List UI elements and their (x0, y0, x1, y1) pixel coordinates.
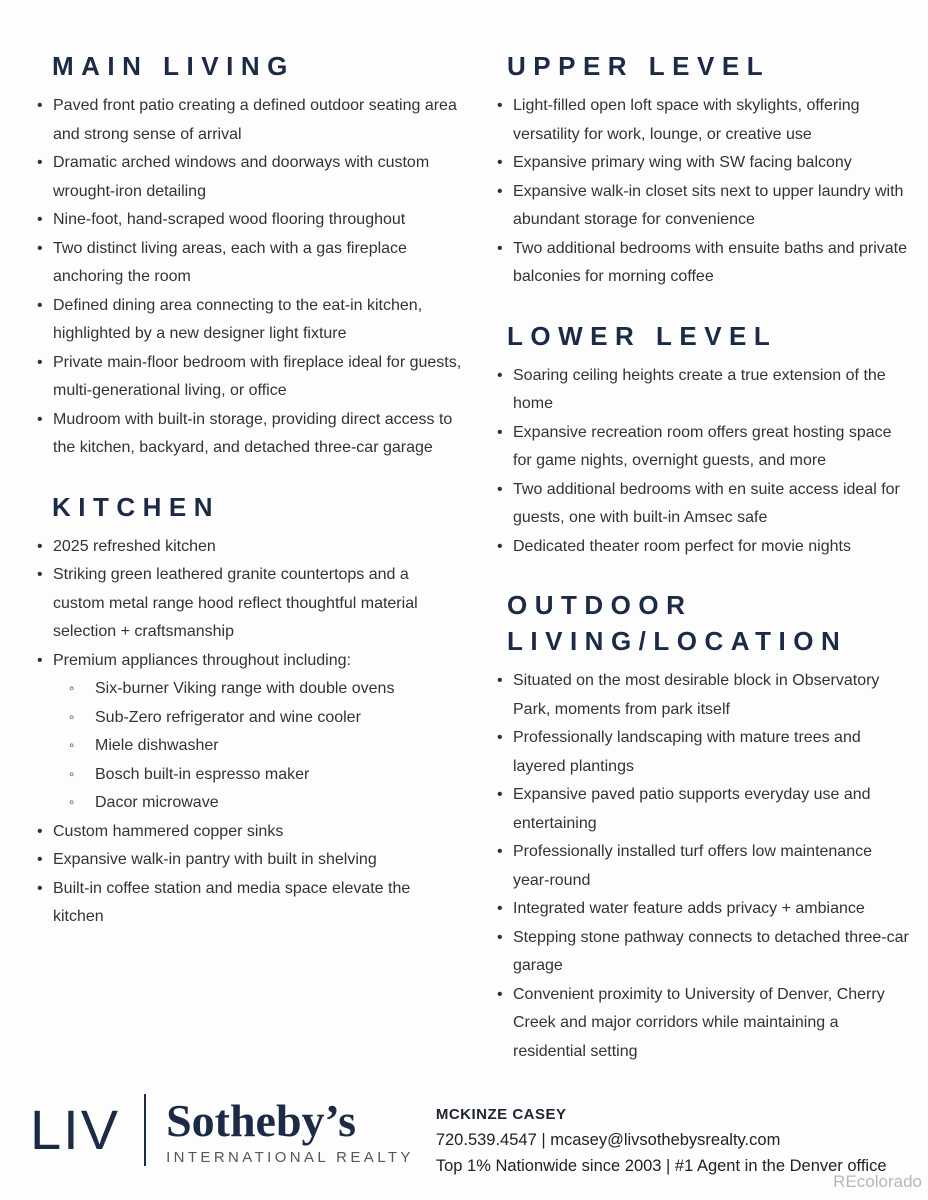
sothebys-brand-text: Sotheby’s (166, 1094, 357, 1146)
list-item: • Premium appliances throughout including: (35, 647, 463, 676)
list-item: • Professionally landscaping with mature trees and layered plantings (495, 724, 910, 781)
sub-list-item: ◦ Miele dishwasher (67, 732, 463, 761)
upper-level-list (495, 92, 910, 292)
liv-sothebys-logo (30, 1093, 414, 1167)
list-item: • Private main-floor bedroom with fireplace ideal for guests, multi-generational living, or office (35, 349, 463, 406)
section-title-outdoor-living-location: OUTDOOR LIVING/LOCATION (507, 590, 848, 656)
agent-tagline: Top 1% Nationwide since 2003 | #1 Agent in the Denver office (435, 1157, 887, 1175)
right-column (495, 48, 910, 1066)
section-title-upper-level: UPPER LEVEL (507, 51, 771, 81)
list-item: • Defined dining area connecting to the eat-in kitchen, highlighted by a new designer light fixture (35, 292, 463, 349)
list-item: • Convenient proximity to University of Denver, Cherry Creek and major corridors while maintaining a residential setting (495, 981, 910, 1067)
logo-divider (144, 1094, 146, 1166)
list-item: • Expansive paved patio supports everyday use and entertaining (495, 781, 910, 838)
list-item: • Paved front patio creating a defined outdoor seating area and strong sense of arrival (35, 92, 463, 149)
list-item: • Expansive recreation room offers great hosting space for game nights, overnight guests, and more (495, 419, 910, 476)
list-item: • Dramatic arched windows and doorways with custom wrought-iron detailing (35, 149, 463, 206)
agent-contact: 720.539.4547 | mcasey@livsothebysrealty.com (435, 1131, 781, 1149)
lower-level-list (495, 362, 910, 562)
section-outdoor-living-location (495, 587, 910, 1066)
list-item: • Dedicated theater room perfect for movie nights (495, 533, 910, 562)
list-item: • Professionally installed turf offers low maintenance year-round (495, 838, 910, 895)
sub-list-item: ◦ Bosch built-in espresso maker (67, 761, 463, 790)
list-item: • Soaring ceiling heights create a true extension of the home (495, 362, 910, 419)
list-item: • Two additional bedrooms with ensuite baths and private balconies for morning coffee (495, 235, 910, 292)
main-living-list (35, 92, 463, 463)
section-lower-level (495, 318, 910, 562)
sothebys-brand-block (166, 1095, 414, 1166)
list-item: • Stepping stone pathway connects to detached three-car garage (495, 924, 910, 981)
sub-list-item: ◦ Sub-Zero refrigerator and wine cooler (67, 704, 463, 733)
outdoor-living-location-list (495, 667, 910, 1066)
section-title-lower-level: LOWER LEVEL (507, 320, 778, 351)
list-item: • Expansive walk-in pantry with built in shelving (35, 846, 463, 875)
list-item: • Two additional bedrooms with en suite access ideal for guests, one with built-in Amsec safe (495, 476, 910, 533)
kitchen-appliances-list (35, 675, 463, 818)
list-item: • Integrated water feature adds privacy + ambiance (495, 895, 910, 924)
international-realty-text: INTERNATIONAL REALTY (166, 1148, 414, 1166)
kitchen-list-bottom (35, 818, 463, 932)
liv-logo-text: LIV (30, 1098, 121, 1161)
kitchen-list-top (35, 533, 463, 676)
recolorado-watermark: REcolorado (833, 1172, 922, 1191)
list-item: • Light-filled open loft space with skylights, offering versatility for work, lounge, or creative use (495, 92, 910, 149)
list-item: • Custom hammered copper sinks (35, 818, 463, 847)
list-item: • Expansive primary wing with SW facing balcony (495, 149, 910, 178)
list-item: • Built-in coffee station and media space elevate the kitchen (35, 875, 463, 932)
list-item: • Mudroom with built-in storage, providing direct access to the kitchen, backyard, and detached three-car garage (35, 406, 463, 463)
section-title-main-living: MAIN LIVING (52, 51, 295, 81)
sub-list-item: ◦ Six-burner Viking range with double ovens (67, 675, 463, 704)
agent-name: MCKINZE CASEY (435, 1106, 567, 1123)
section-kitchen (35, 489, 463, 932)
section-main-living (35, 48, 463, 463)
left-column (35, 48, 463, 1066)
agent-info (436, 1093, 887, 1179)
list-item: • Striking green leathered granite countertops and a custom metal range hood reflect thoughtful material selection + craftsmanship (35, 561, 463, 647)
list-item: • Expansive walk-in closet sits next to upper laundry with abundant storage for convenience (495, 178, 910, 235)
list-item: • 2025 refreshed kitchen (35, 533, 463, 562)
sub-list-item: ◦ Dacor microwave (67, 789, 463, 818)
list-item: • Nine-foot, hand-scraped wood flooring throughout (35, 206, 463, 235)
section-title-kitchen: KITCHEN (52, 491, 221, 522)
footer (30, 1093, 887, 1179)
section-upper-level (495, 48, 910, 292)
list-item: • Two distinct living areas, each with a gas fireplace anchoring the room (35, 235, 463, 292)
list-item: • Situated on the most desirable block in Observatory Park, moments from park itself (495, 667, 910, 724)
